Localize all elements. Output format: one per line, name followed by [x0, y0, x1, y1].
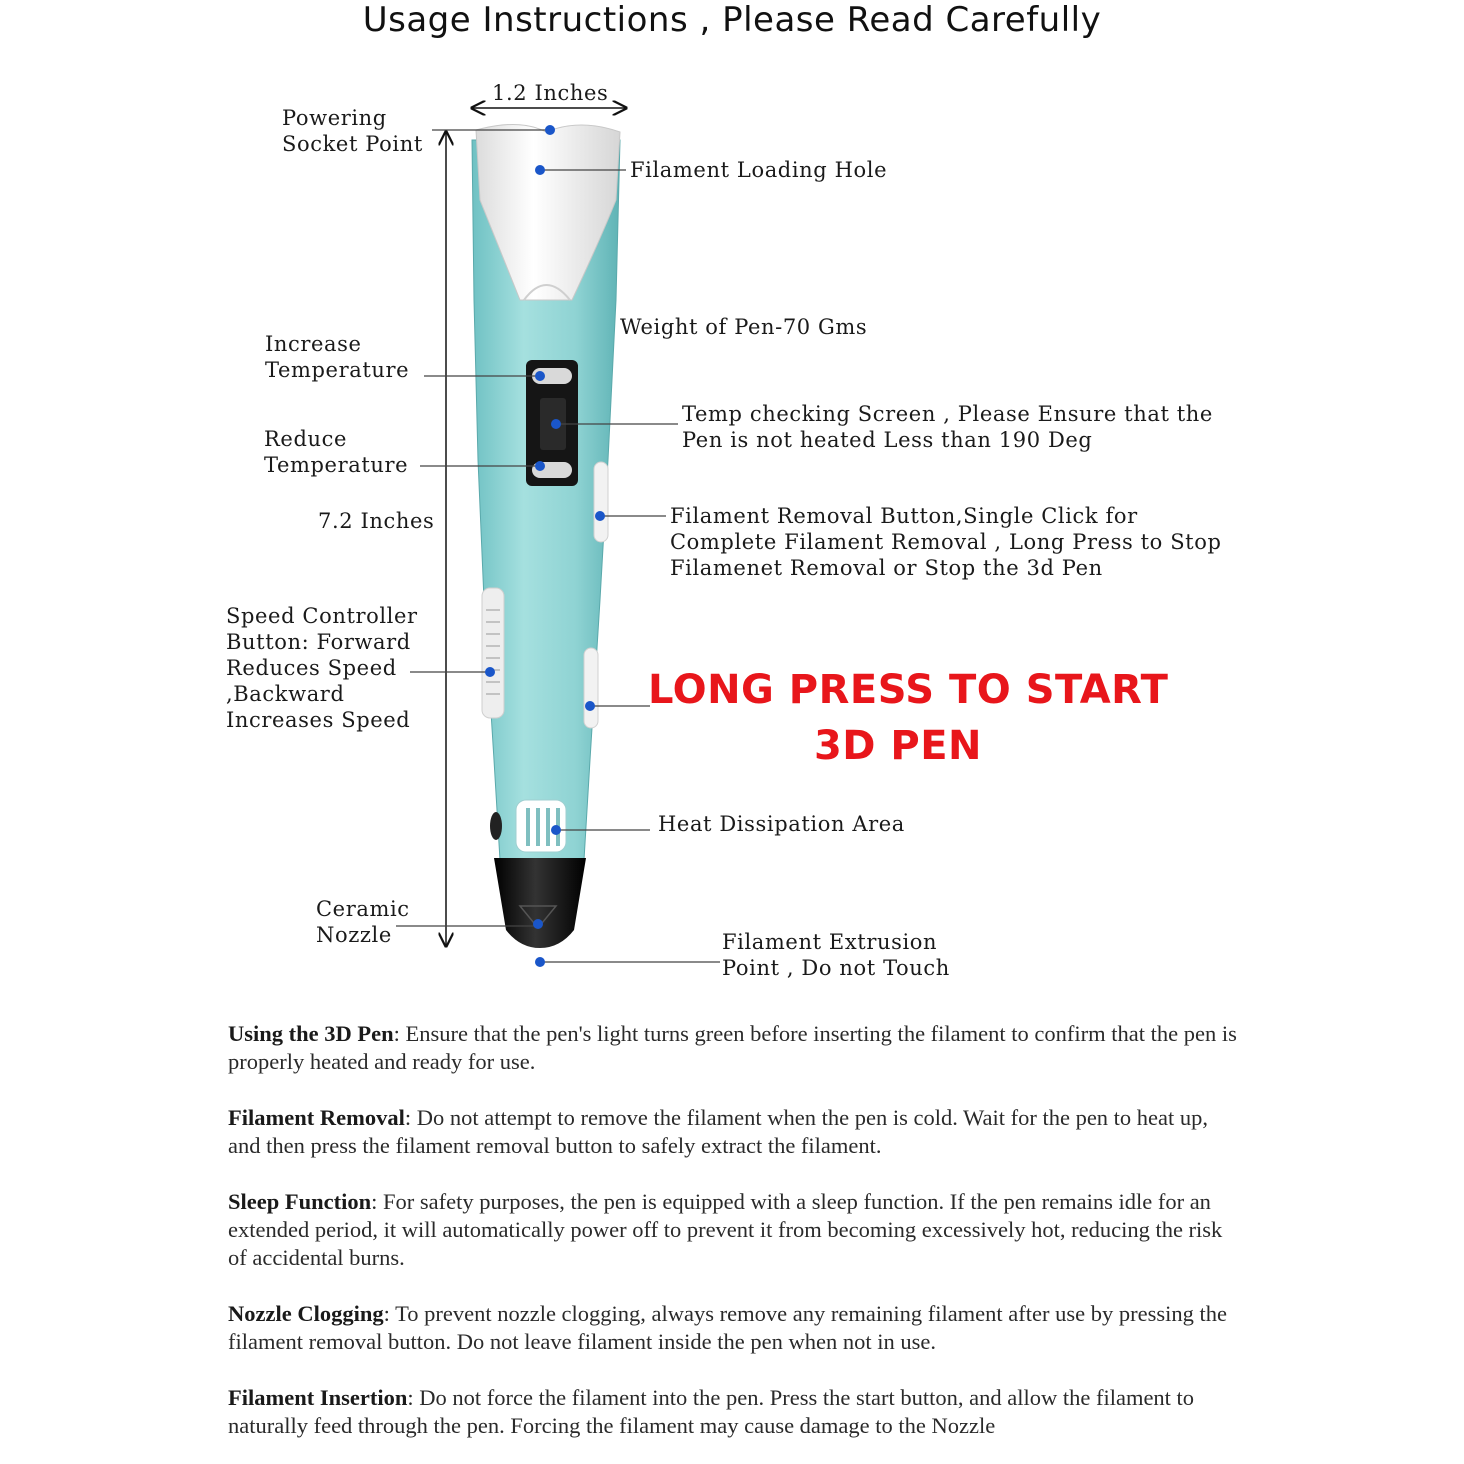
instruction-heading: Nozzle Clogging — [228, 1301, 384, 1326]
instruction-text: : To prevent nozzle clogging, always remove any remaining filament after use by pressing the filament removal button. Do not leave filament inside the pen when not in use. — [228, 1301, 1227, 1354]
page-title: Usage Instructions , Please Read Carefully — [362, 0, 1102, 40]
instruction-nozzle-clogging — [228, 1300, 1238, 1356]
label-reduce-temperature: Reduce Temperature — [264, 427, 409, 477]
instruction-heading: Using the 3D Pen — [228, 1021, 394, 1046]
instruction-heading: Sleep Function — [228, 1189, 372, 1214]
label-filament-removal-button: Filament Removal Button,Single Click for Complete Filament Removal , Long Press to Stop Filamenet Removal or Stop the 3d Pen — [670, 504, 1222, 580]
filament-removal-button[interactable] — [594, 462, 608, 542]
label-weight: Weight of Pen-70 Gms — [620, 315, 868, 339]
instruction-text: : For safety purposes, the pen is equipped with a sleep function. If the pen remains idle for an extended period, it will automatically power off to prevent it from becoming excessively hot, reducing the risk of accidental burns. — [228, 1189, 1223, 1270]
instruction-text: : Ensure that the pen's light turns green before inserting the filament to confirm that the pen is properly heated and ready for use. — [228, 1021, 1237, 1074]
instruction-sleep-function — [228, 1188, 1238, 1272]
label-heat-dissipation: Heat Dissipation Area — [658, 812, 905, 836]
nozzle — [494, 858, 586, 948]
instruction-filament-insertion — [228, 1384, 1238, 1440]
speed-slider[interactable] — [482, 588, 504, 718]
height-label: 7.2 Inches — [318, 509, 435, 533]
instruction-using-pen — [228, 1020, 1238, 1076]
long-press-callout — [648, 662, 1169, 774]
label-speed-controller: Speed Controller Button: Forward Reduces Speed ,Backward Increases Speed — [226, 604, 418, 732]
instruction-heading: Filament Insertion — [228, 1385, 408, 1410]
instruction-text: : Do not attempt to remove the filament when the pen is cold. Wait for the pen to heat up, and then press the filament removal button to safely extract the filament. — [228, 1105, 1209, 1158]
width-label: 1.2 Inches — [492, 81, 609, 105]
label-increase-temperature: Increase Temperature — [265, 332, 410, 382]
callout-line-2: 3D PEN — [813, 723, 983, 769]
instruction-filament-removal — [228, 1104, 1238, 1160]
label-temp-screen: Temp checking Screen , Please Ensure that the Pen is not heated Less than 190 Deg — [682, 402, 1213, 452]
label-ceramic-nozzle: Ceramic Nozzle — [316, 897, 410, 947]
instruction-text: : Do not force the filament into the pen. Press the start button, and allow the filament to naturally feed through the pen. Forcing the filament may cause damage to the Nozzle — [228, 1385, 1195, 1438]
instruction-heading: Filament Removal — [228, 1105, 405, 1130]
label-filament-loading-hole: Filament Loading Hole — [630, 158, 888, 182]
callout-line-1: LONG PRESS TO START — [648, 667, 1169, 713]
label-extrusion-point: Filament Extrusion Point , Do not Touch — [722, 930, 950, 980]
start-button[interactable] — [584, 648, 598, 728]
label-powering-socket: Powering Socket Point — [282, 106, 423, 156]
